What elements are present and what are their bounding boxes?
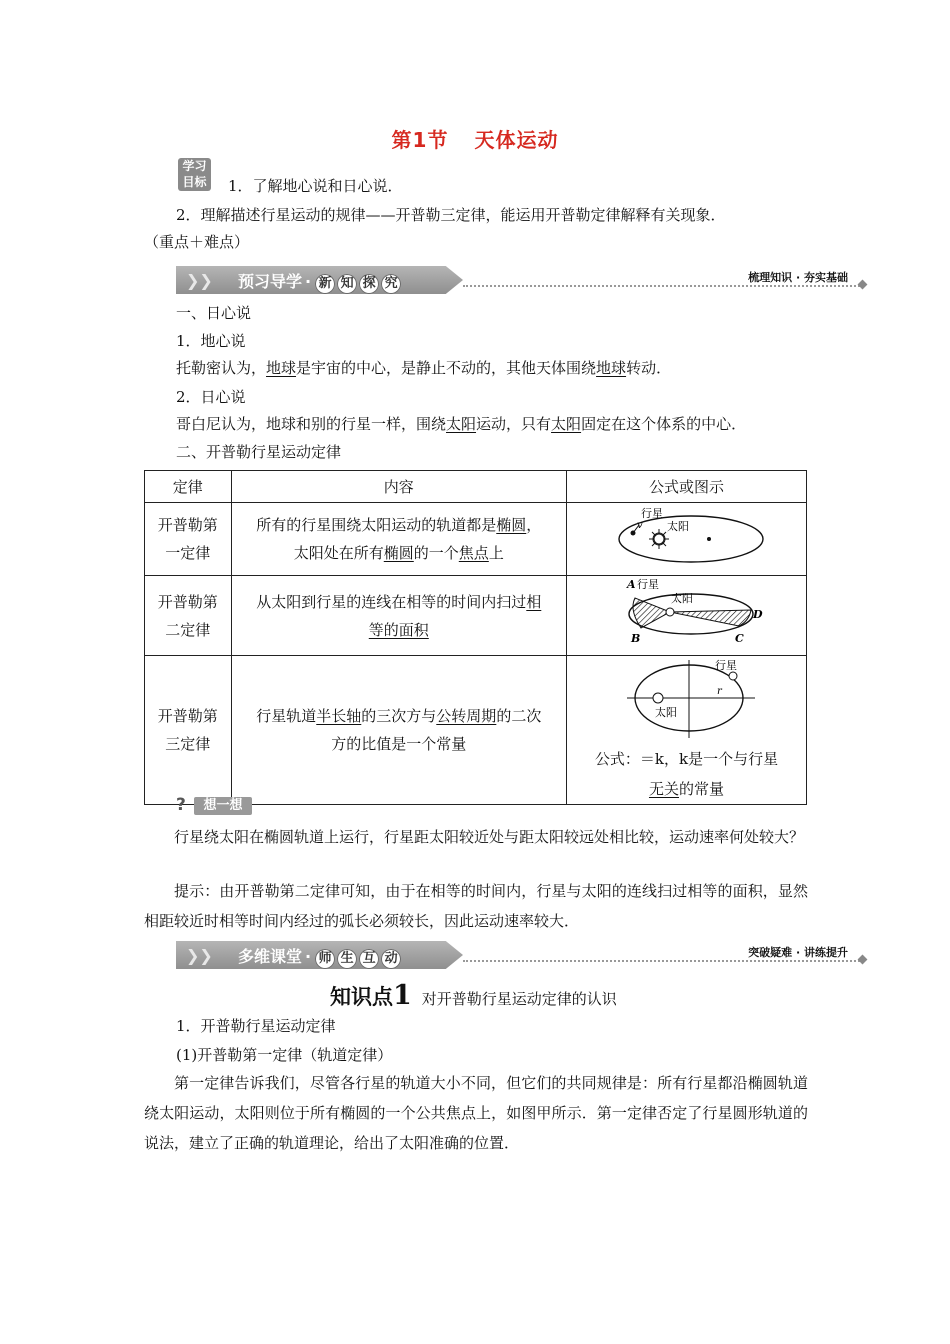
law-figure-cell [566,576,806,656]
blank-answer: 椭圆 [383,544,414,562]
second-law-area-diagram [567,576,806,651]
banner-left-text: 多维课堂 [238,947,303,966]
table-row [145,576,807,656]
diamond-icon [858,280,868,290]
banner-circle-char: 师 [315,949,335,969]
fig-label-planet: 行星 [640,507,663,520]
banner-right-text: 突破疑难 · 讲练提升 [748,946,848,959]
banner-circle-char: 究 [381,274,401,294]
fig-label-planet: 行星 [714,659,737,672]
fig-label-radius: r [716,686,722,697]
law-figure-cell [566,656,806,805]
fig-point-c: C [734,632,744,645]
blank-answer: 相 [526,592,542,611]
geocentric-text: 托勒密认为，地球是宇宙的中心，是静止不动的，其他天体围绕地球转动． [176,359,672,377]
law-content: 所有的行星围绕太阳运动的轨道都是椭圆， 太阳处在所有椭圆的一个焦点上 [231,503,566,576]
heading-heliocentric-sub: 2．日心说 [176,388,246,406]
banner-circle-char: 生 [337,949,357,969]
knowledge-heading-1: 1．开普勒行星运动定律 [176,1017,336,1035]
table-row [145,656,807,805]
fig-point-a: A [626,578,636,591]
banner-circle-char: 探 [359,274,379,294]
banner-dotted-line [463,285,860,287]
law-name: 开普勒第 二定律 [145,576,232,656]
third-law-formula: 公式：＝k，k是一个与行星 无关的常量 [594,750,779,798]
knowledge-point-title: 对开普勒行星运动定律的认识 [421,990,617,1008]
heliocentric-text: 哥白尼认为，地球和别的行星一样，围绕太阳运动，只有太阳固定在这个体系的中心． [176,415,747,433]
blank-answer: 太阳 [551,415,582,433]
objective-2: 2．理解描述行星运动的规律——开普勒三定律，能运用开普勒定律解释有关现象． [176,206,726,224]
fig-label-velocity: v [636,520,643,531]
objective-2-cont: （重点＋难点） [144,233,250,251]
knowledge-point-heading [330,980,617,1011]
chevron-icon: ❯❯ [186,271,213,290]
banner-circle-char: 知 [337,274,357,294]
table-header: 公式或图示 [566,471,806,503]
knowledge-body: 第一定律告诉我们，尽管各行星的轨道大小不同，但它们的共同规律是：所有行星都沿椭圆轨道绕太阳运动，太阳则位于所有椭圆的一个公共焦点上，如图甲所示．第一定律否定了行星圆形轨道的说法，建立了正确的轨道理论，给出了太阳准确的位置． [144,1074,808,1152]
objective-1: 1．了解地心说和日心说． [228,177,403,195]
table-header-row [145,471,807,503]
table-header: 定律 [145,471,232,503]
blank-answer: 焦点 [458,544,489,562]
law-content: 行星轨道半长轴的三次方与公转周期的二次 方的比值是一个常量 [231,656,566,805]
banner-circle-char: 新 [315,274,335,294]
fig-label-planet: 行星 [636,578,659,591]
blank-answer: 公转周期 [436,707,497,725]
think-answer: 提示：由开普勒第二定律可知，由于在相等的时间内，行星与太阳的连线扫过相等的面积，显然相距较近时相等时间内经过的弧长必须较长，因此运动速率较大． [144,882,808,930]
banner-right-text: 梳理知识 · 夯实基础 [748,271,848,284]
blank-answer: 地球 [596,359,627,377]
law-figure-cell [566,503,806,576]
banner-title [238,269,402,294]
badge-line-1: 学习 [182,159,207,173]
banner-sep: · [305,947,312,966]
blank-answer: 等的面积 [368,620,429,639]
banner-dotted-line [463,960,860,962]
first-law-ellipse-diagram [567,503,806,571]
fig-point-d: D [752,608,763,621]
fig-label-sun: 太阳 [670,592,693,605]
diamond-icon [858,955,868,965]
fig-label-sun: 太阳 [666,520,689,533]
third-law-orbit-diagram [567,656,806,742]
heading-kepler-laws: 二、开普勒行星运动定律 [176,443,342,461]
kepler-laws-table [144,470,807,805]
think-question: 行星绕太阳在椭圆轨道上运行，行星距太阳较近处与距太阳较远处相比较，运动速率何处较大？ [174,828,805,846]
section-name: 天体运动 [474,128,559,152]
blank-answer: 太阳 [446,415,477,433]
blank-answer: 半长轴 [316,707,362,725]
banner-left-text: 预习导学 [238,272,303,291]
law-name: 开普勒第 三定律 [145,656,232,805]
table-row [145,503,807,576]
banner-circle-char: 互 [359,949,379,969]
objectives-badge [178,158,211,191]
heading-heliocentric: 一、日心说 [176,304,252,322]
page-title [0,124,950,153]
table-header: 内容 [231,471,566,503]
preview-banner [176,266,866,294]
fig-point-b: B [630,632,641,645]
law-content: 从太阳到行星的连线在相等的时间内扫过相 等的面积 [231,576,566,656]
banner-title [238,944,402,969]
classroom-banner [176,941,866,969]
banner-circle-char: 动 [381,949,401,969]
blank-answer: 椭圆 [496,516,527,534]
fig-label-sun: 太阳 [654,706,677,719]
law-name: 开普勒第 一定律 [145,503,232,576]
section-number: 第1节 [391,128,449,152]
think-label: 想一想 [194,797,252,815]
blank-answer: 地球 [266,359,297,377]
blank-answer: 无关 [648,780,679,798]
banner-sep: · [305,272,312,291]
chevron-icon: ❯❯ [186,946,213,965]
badge-line-2: 目标 [182,175,207,189]
knowledge-point-label: 知识点 [330,985,393,1009]
knowledge-heading-2: (1)开普勒第一定律（轨道定律） [176,1046,393,1064]
heading-geocentric: 1．地心说 [176,332,246,350]
knowledge-point-number: 1 [393,980,412,1011]
question-mark-icon: ? [176,795,186,815]
